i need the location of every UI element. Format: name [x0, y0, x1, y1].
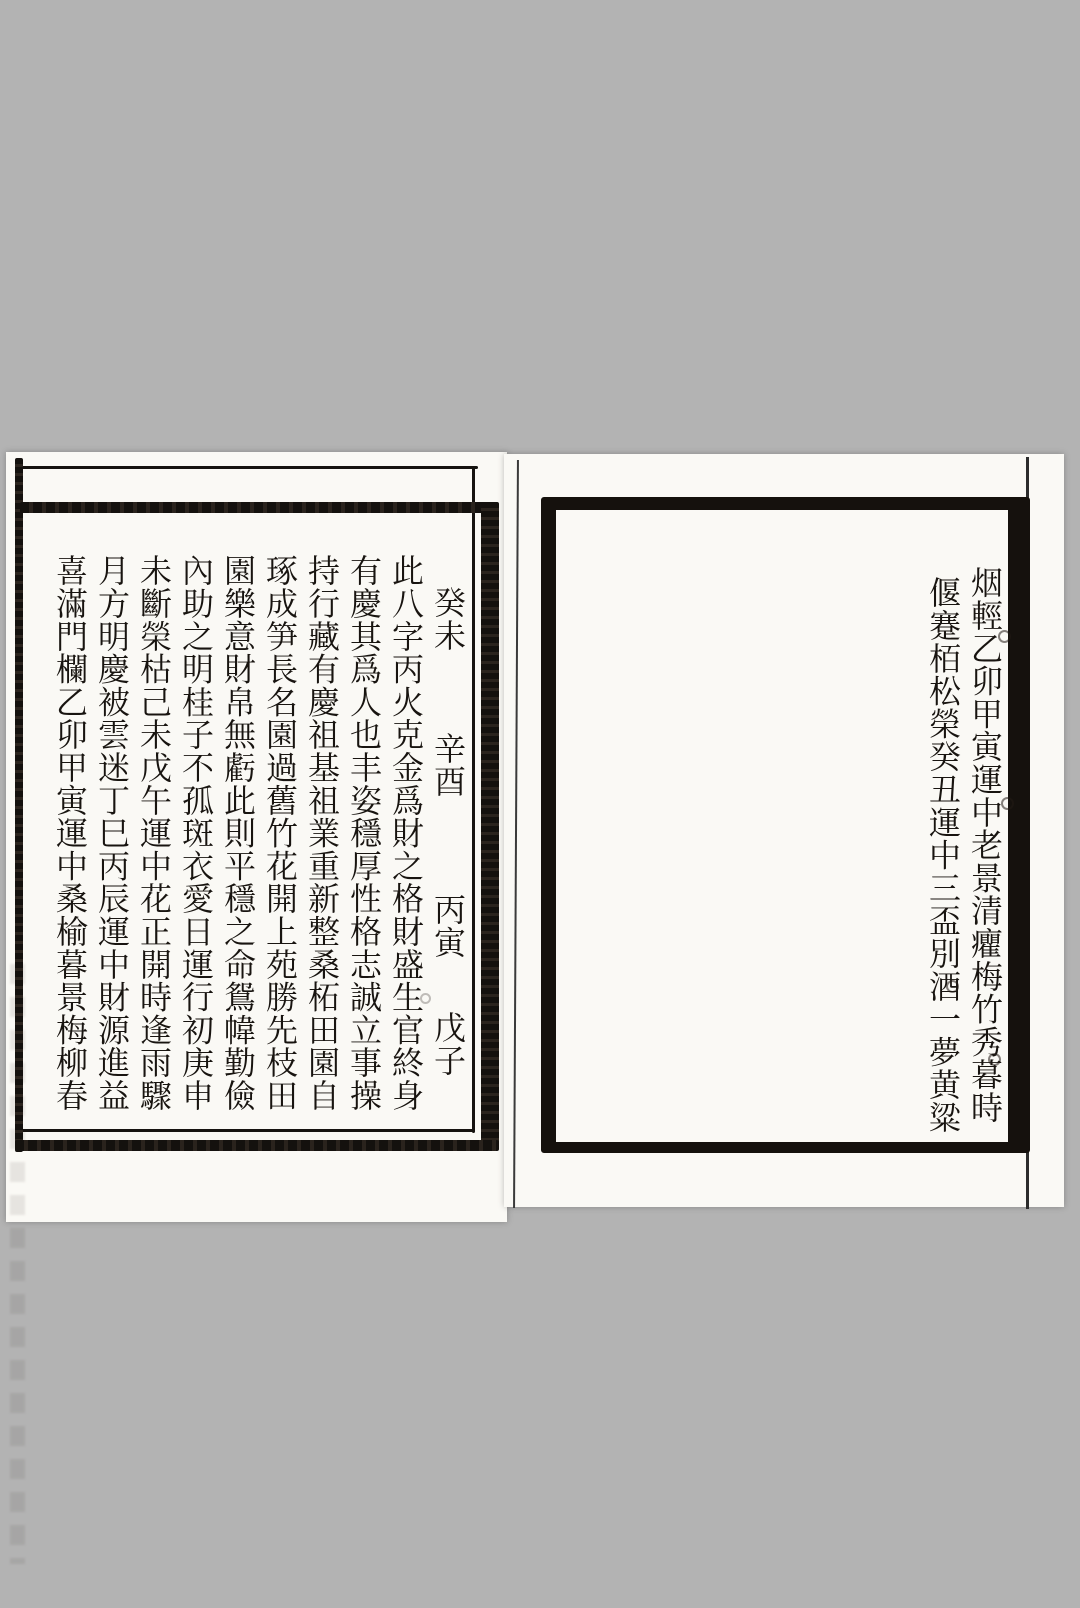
- left-column-6: 內助之明桂子不孤斑衣愛日運行初庚申: [177, 554, 215, 1112]
- left-frame-left-bar: [15, 458, 23, 1152]
- reading-mark-icon: [946, 980, 959, 993]
- pillar-day: 丙寅: [429, 892, 467, 959]
- left-column-3: 持行藏有慶祖基祖業重新整桑柘田園自: [303, 554, 341, 1112]
- left-column-pillars: [427, 554, 469, 1136]
- pillar-month: 辛酉: [429, 732, 467, 799]
- reading-mark-icon: [998, 630, 1011, 643]
- left-column-4: 琢成笋長名園過舊竹花開上苑勝先枝田: [261, 554, 299, 1112]
- left-page-text: [49, 554, 469, 1136]
- left-column-5: 園樂意財帛無虧此則平穩之命鴛幃勤儉: [219, 554, 257, 1112]
- reading-mark-icon: [420, 993, 431, 1004]
- left-column-1: 此八字丙火克金爲財之格財盛生官終身: [387, 554, 425, 1112]
- right-column-1: 烟輕乙卯甲寅運中老景清癯梅竹秀暮時: [966, 566, 1004, 1124]
- left-column-2: 有慶其爲人也丰姿穩厚性格志誠立事操: [345, 554, 383, 1112]
- left-column-7: 未斷榮枯己未戊午運中花正開時逢雨驟: [135, 554, 173, 1112]
- pillar-hour: 戊子: [429, 1011, 467, 1077]
- left-frame-thick-bottom: [15, 1140, 499, 1151]
- left-frame-thin-top: [16, 466, 478, 469]
- left-frame-thick-top: [20, 502, 498, 513]
- reading-mark-icon: [988, 1053, 1001, 1066]
- left-frame-thin-right: [472, 466, 475, 1133]
- pillar-year: 癸未: [429, 586, 467, 652]
- right-page-text: [876, 556, 1006, 1136]
- left-column-9: 喜滿門欄乙卯甲寅運中桑榆暮景梅柳春: [51, 554, 89, 1112]
- left-frame-thick-right: [481, 502, 499, 1150]
- left-column-8: 月方明慶被雲迷丁巳丙辰運中財源進益: [93, 554, 131, 1112]
- right-column-2: 偃蹇栢松榮癸丑運中三盃別酒一夢黄粱: [924, 576, 962, 1134]
- reading-mark-icon: [1001, 797, 1014, 810]
